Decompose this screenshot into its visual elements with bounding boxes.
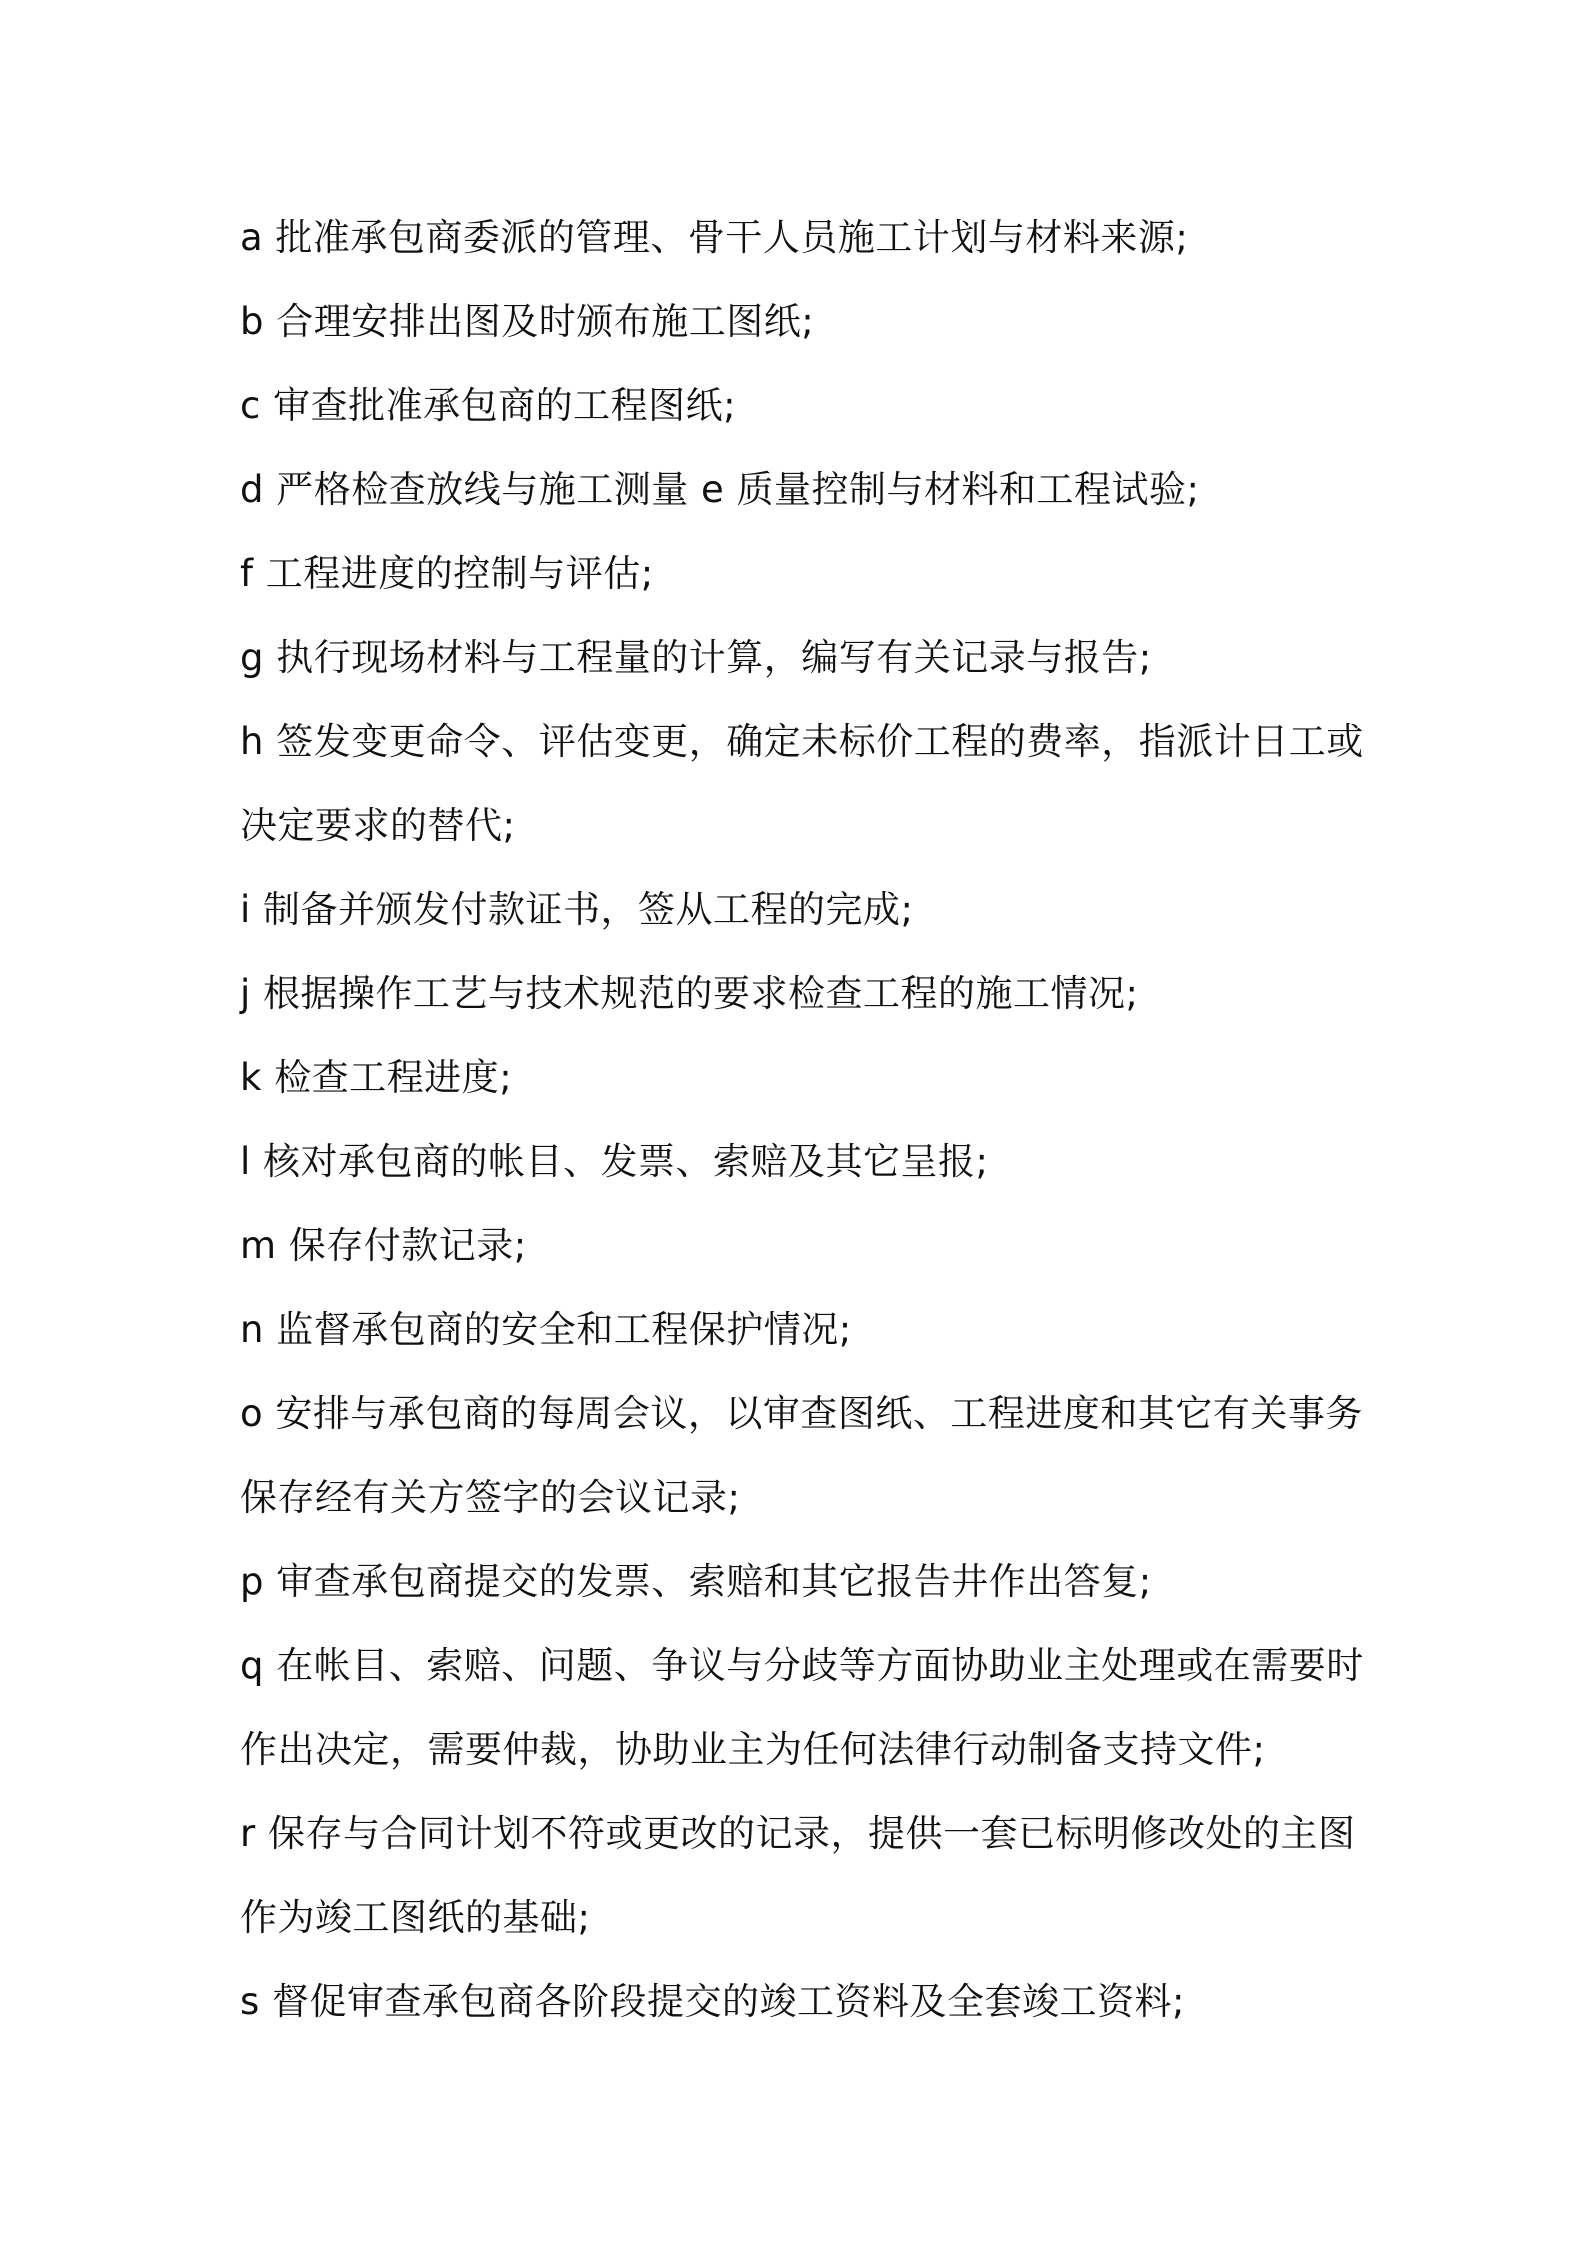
text-line-d-e: d 严格检查放线与施工测量 e 质量控制与材料和工程试验; (240, 468, 1200, 511)
text-line-s: s 督促审查承包商各阶段提交的竣工资料及全套竣工资料; (240, 1980, 1186, 2023)
text-line-o-cont: 保存经有关方签字的会议记录; (240, 1476, 741, 1519)
text-line-r-cont: 作为竣工图纸的基础; (240, 1896, 591, 1939)
document-page (240, 196, 1364, 2044)
text-line-g: g 执行现场材料与工程量的计算，编写有关记录与报告; (240, 636, 1152, 679)
text-line-q-cont: 作出决定，需要仲裁，协助业主为任何法律行动制备支持文件; (240, 1728, 1266, 1771)
text-line-i: i 制备并颁发付款证书，签从工程的完成; (240, 888, 914, 931)
text-line-h: h 签发变更命令、评估变更，确定未标价工程的费率，指派计日工或 (240, 720, 1364, 763)
text-line-a: a 批准承包商委派的管理、骨干人员施工计划与材料来源; (240, 216, 1189, 259)
text-line-b: b 合理安排出图及时颁布施工图纸; (240, 300, 815, 343)
text-line-h-cont: 决定要求的替代; (240, 804, 516, 847)
text-line-f: f 工程进度的控制与评估; (240, 552, 654, 595)
text-line-r: r 保存与合同计划不符或更改的记录，提供一套已标明修改处的主图 (240, 1812, 1356, 1855)
text-line-q: q 在帐目、索赔、问题、争议与分歧等方面协助业主处理或在需要时 (240, 1644, 1364, 1687)
text-line-p: p 审查承包商提交的发票、索赔和其它报告井作出答复; (240, 1560, 1152, 1603)
text-line-o: o 安排与承包商的每周会议，以审查图纸、工程进度和其它有关事务 (240, 1392, 1363, 1435)
text-line-c: c 审查批准承包商的工程图纸; (240, 384, 737, 427)
text-line-m: m 保存付款记录; (240, 1224, 527, 1267)
text-line-j: j 根据操作工艺与技术规范的要求检查工程的施工情况; (240, 972, 1139, 1015)
text-line-n: n 监督承包商的安全和工程保护情况; (240, 1308, 852, 1351)
text-line-l: l 核对承包商的帐目、发票、索赔及其它呈报; (240, 1140, 989, 1183)
text-line-k: k 检查工程进度; (240, 1056, 513, 1099)
